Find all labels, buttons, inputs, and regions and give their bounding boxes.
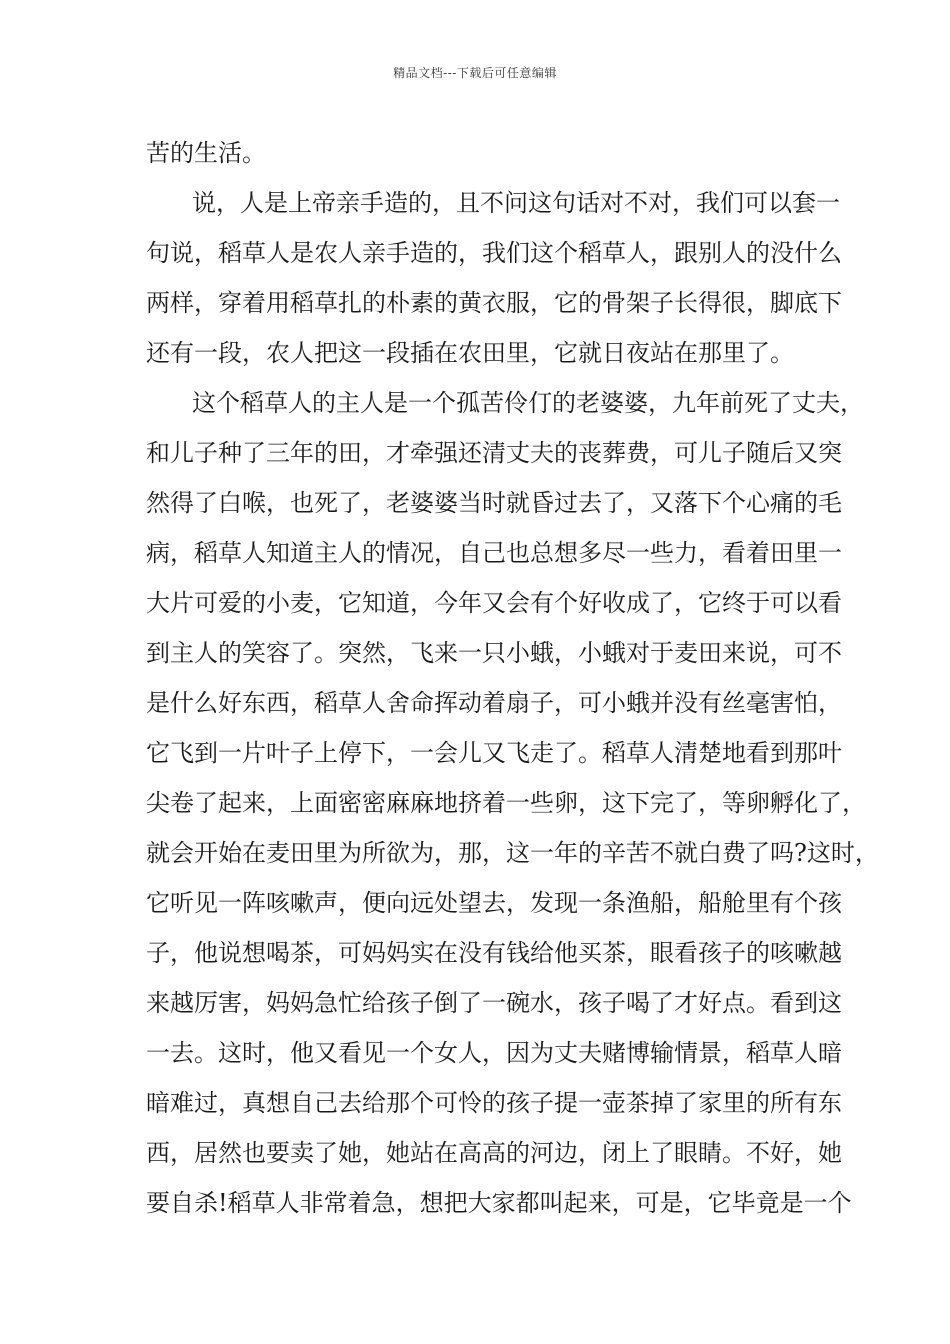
text-line: 来越厉害，妈妈急忙给孩子倒了一碗水，孩子喝了才好点。看到这: [146, 989, 842, 1017]
text-line: 然得了白喉，也死了，老婆婆当时就昏过去了，又落下个心痛的毛: [146, 489, 842, 517]
text-line: 两样，穿着用稻草扎的朴素的黄衣服，它的骨架子长得很，脚底下: [146, 289, 842, 317]
text-line: 尖卷了起来，上面密密麻麻地挤着一些卵，这下完了，等卵孵化了，: [146, 789, 866, 817]
text-line: 苦的生活。: [146, 139, 266, 167]
text-line: 到主人的笑容了。突然，飞来一只小蛾，小蛾对于麦田来说，可不: [146, 639, 842, 667]
text-line: 它听见一阵咳嗽声，便向远处望去，发现一条渔船，船舱里有个孩: [146, 889, 842, 917]
text-line: 是什么好东西，稻草人舍命挥动着扇子，可小蛾并没有丝毫害怕，: [146, 689, 842, 717]
text-line: 子，他说想喝茶，可妈妈实在没有钱给他买茶，眼看孩子的咳嗽越: [146, 939, 842, 967]
text-line: 说，人是上帝亲手造的，且不问这句话对不对，我们可以套一: [192, 189, 840, 217]
text-line: 病，稻草人知道主人的情况，自己也总想多尽一些力，看着田里一: [146, 539, 842, 567]
text-line: 要自杀!稻草人非常着急，想把大家都叫起来，可是，它毕竟是一个: [146, 1189, 852, 1217]
text-line: 一去。这时，他又看见一个女人，因为丈夫赌博输情景，稻草人暗: [146, 1039, 842, 1067]
page-header: 精品文档---下载后可任意编辑: [393, 66, 557, 80]
text-line: 暗难过，真想自己去给那个可怜的孩子提一壶茶掉了家里的所有东: [146, 1089, 842, 1117]
text-line: 句说，稻草人是农人亲手造的，我们这个稻草人，跟别人的没什么: [146, 239, 842, 267]
text-line: 这个稻草人的主人是一个孤苦伶仃的老婆婆，九年前死了丈夫，: [192, 389, 864, 417]
text-line: 还有一段，农人把这一段插在农田里，它就日夜站在那里了。: [146, 339, 794, 367]
text-line: 就会开始在麦田里为所欲为，那，这一年的辛苦不就白费了吗?这时，: [146, 839, 879, 867]
text-line: 和儿子种了三年的田，才牵强还清丈夫的丧葬费，可儿子随后又突: [146, 439, 842, 467]
text-line: 西，居然也要卖了她，她站在高高的河边，闭上了眼睛。不好，她: [146, 1139, 842, 1167]
document-body: [146, 128, 879, 1228]
text-line: 它飞到一片叶子上停下，一会儿又飞走了。稻草人清楚地看到那叶: [146, 739, 842, 767]
text-line: 大片可爱的小麦，它知道，今年又会有个好收成了，它终于可以看: [146, 589, 842, 617]
